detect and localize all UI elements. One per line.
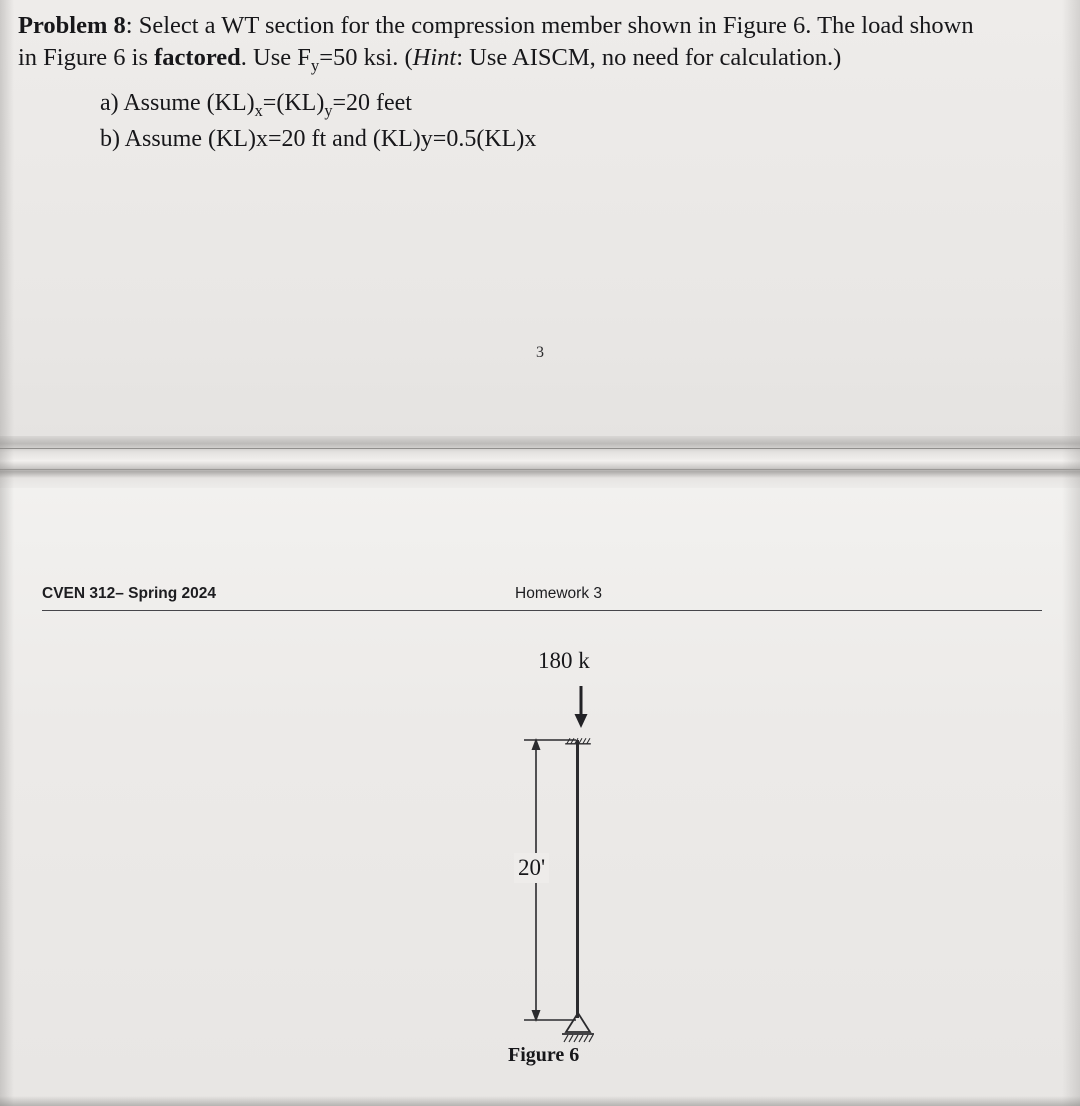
problem-line2-part4: : Use AISCM, no need for calculation.) bbox=[456, 44, 842, 72]
problem-line2-bold: factored bbox=[154, 44, 241, 72]
document-page-bottom bbox=[0, 488, 1080, 1106]
problem-line2-part1: in Figure 6 is bbox=[18, 44, 155, 72]
figure-6-diagram bbox=[470, 648, 690, 1078]
page-number: 3 bbox=[536, 344, 544, 361]
kl-x-subscript: x bbox=[254, 100, 263, 120]
load-label: 180 k bbox=[538, 648, 590, 673]
problem-label: Problem 8 bbox=[18, 12, 126, 39]
problem-line2-part3: =50 ksi. ( bbox=[319, 44, 413, 72]
subitem-a-mid: =(KL) bbox=[262, 90, 325, 116]
problem-statement bbox=[18, 10, 1068, 77]
subitem-a-suffix: =20 feet bbox=[332, 90, 412, 116]
header-course: CVEN 312– Spring 2024 bbox=[42, 585, 217, 602]
header-divider bbox=[42, 610, 1042, 611]
hint-italic: Hint bbox=[412, 44, 457, 72]
problem-subitems bbox=[100, 86, 536, 156]
problem-line2-part2: . Use F bbox=[240, 44, 311, 72]
load-arrow-icon bbox=[570, 684, 592, 730]
page-bottom-shadow bbox=[0, 1096, 1080, 1106]
page-fold-shadow bbox=[0, 436, 1080, 490]
document-page-top bbox=[0, 0, 1080, 440]
subitem-b: b) Assume (KL)x=20 ft and (KL)y=0.5(KL)x bbox=[100, 125, 537, 152]
subitem-a-prefix: a) Assume (KL) bbox=[100, 90, 255, 116]
fy-subscript: y bbox=[310, 56, 320, 76]
dimension-label: 20' bbox=[514, 853, 549, 883]
figure-caption: Figure 6 bbox=[508, 1044, 580, 1066]
kl-y-subscript: y bbox=[324, 100, 333, 120]
header-assignment: Homework 3 bbox=[515, 585, 602, 602]
subitem-a bbox=[100, 86, 536, 122]
problem-colon: : bbox=[125, 12, 139, 39]
problem-line1: Select a WT section for the compression member shown in Figure 6. The load shown bbox=[138, 12, 974, 39]
